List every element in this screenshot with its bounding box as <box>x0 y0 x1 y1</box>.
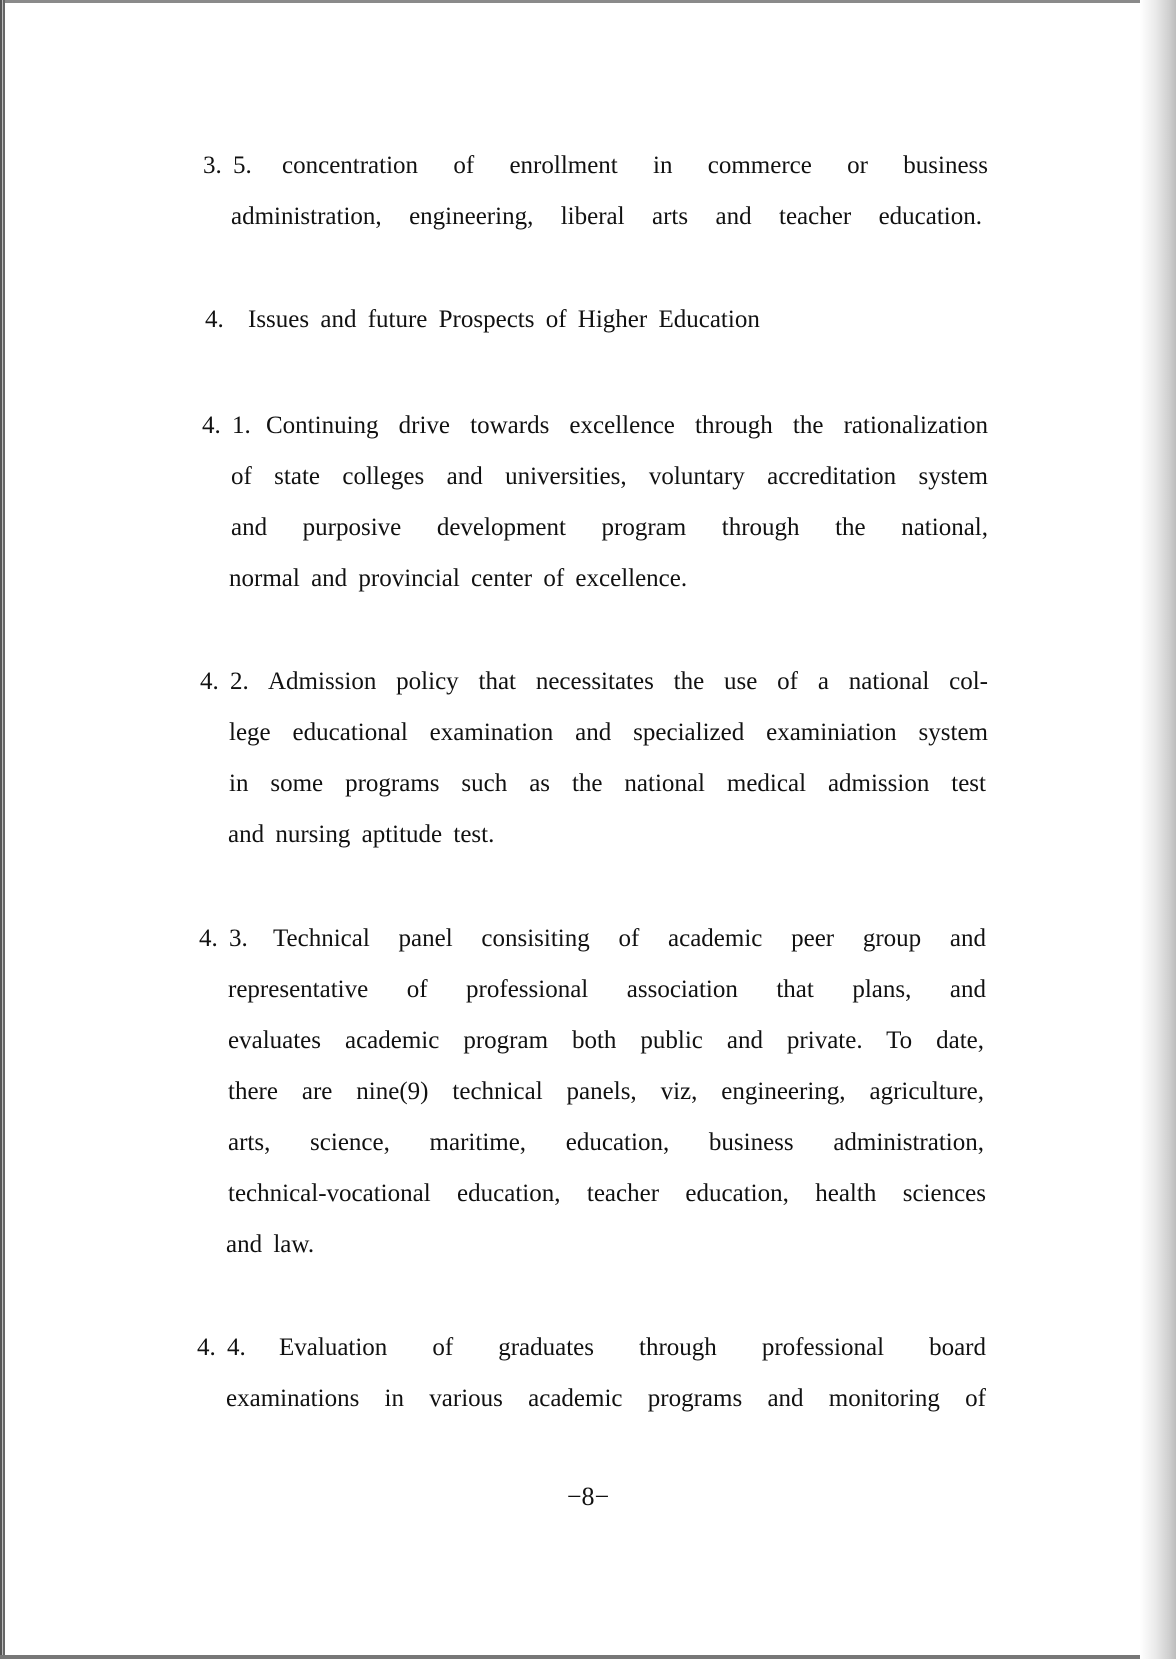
item-line: evaluates academic program both public and private. To date, <box>228 1027 984 1054</box>
item-line: arts, science, maritime, education, business administration, <box>228 1129 984 1156</box>
scan-edge-shadow <box>1140 0 1176 1659</box>
item-number: 4. 3. <box>199 925 248 952</box>
item-number: 4. 4. <box>197 1334 246 1361</box>
item-line: there are nine(9) technical panels, viz, engineering, agriculture, <box>228 1078 984 1105</box>
item-line: administration, engineering, liberal arts and teacher education. <box>231 203 982 230</box>
item-line: and law. <box>226 1231 315 1258</box>
item-line: and purposive development program through the national, <box>231 514 988 541</box>
item-line: Admission policy that necessitates the use of a national col- <box>268 668 988 695</box>
item-line: representative of professional association that plans, and <box>228 976 986 1003</box>
item-line: Technical panel consisiting of academic peer group and <box>273 925 986 952</box>
item-line: concentration of enrollment in commerce or business <box>282 152 988 179</box>
item-line: normal and provincial center of excellence. <box>229 565 688 592</box>
item-line: examinations in various academic programs and monitoring of <box>226 1385 986 1412</box>
scan-border-bottom <box>0 1655 1176 1659</box>
item-line: Evaluation of graduates through professional board <box>279 1334 986 1361</box>
item-number: 4. <box>205 306 224 333</box>
item-line: Continuing drive towards excellence through the rationalization <box>266 412 988 439</box>
item-line: and nursing aptitude test. <box>228 821 495 848</box>
scan-border-left <box>0 0 5 1659</box>
item-number: 3. 5. <box>203 152 252 179</box>
item-line: of state colleges and universities, voluntary accreditation system <box>231 463 988 490</box>
item-line: technical-vocational education, teacher education, health sciences <box>228 1180 986 1207</box>
item-line: lege educational examination and specialized examiniation system <box>229 719 988 746</box>
item-line: in some programs such as the national medical admission test <box>229 770 986 797</box>
item-number: 4. 2. <box>200 668 249 695</box>
item-number: 4. 1. <box>202 412 251 439</box>
page-number: −8− <box>566 1482 610 1511</box>
scan-border-top <box>0 0 1176 3</box>
section-heading-text: Issues and future Prospects of Higher Education <box>248 306 760 333</box>
